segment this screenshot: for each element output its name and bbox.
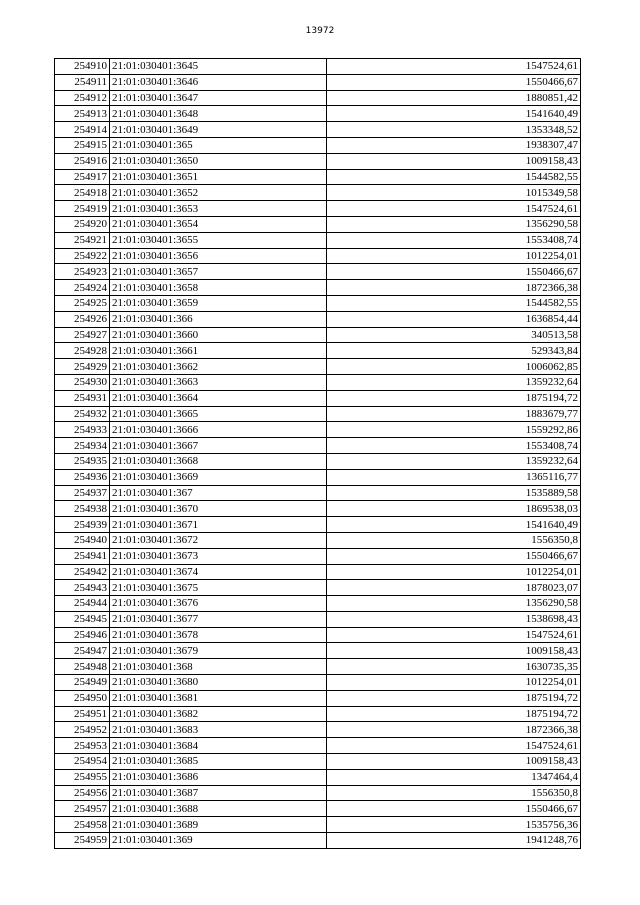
cadastral-number: 21:01:030401:3649 — [110, 122, 327, 138]
cadastral-value: 1550466,67 — [327, 264, 581, 280]
cadastral-number: 21:01:030401:3669 — [110, 469, 327, 485]
cadastral-value: 1550466,67 — [327, 801, 581, 817]
cadastral-number: 21:01:030401:3673 — [110, 548, 327, 564]
row-number: 254917 — [55, 169, 110, 185]
cadastral-number: 21:01:030401:3665 — [110, 406, 327, 422]
cadastral-value-table — [54, 58, 581, 849]
table-row — [55, 532, 581, 548]
cadastral-number: 21:01:030401:3681 — [110, 690, 327, 706]
cadastral-value: 1356290,58 — [327, 596, 581, 612]
table-row — [55, 596, 581, 612]
table-row — [55, 627, 581, 643]
row-number: 254938 — [55, 501, 110, 517]
cadastral-number: 21:01:030401:3677 — [110, 611, 327, 627]
row-number: 254940 — [55, 532, 110, 548]
row-number: 254910 — [55, 59, 110, 75]
cadastral-value: 1872366,38 — [327, 280, 581, 296]
row-number: 254912 — [55, 90, 110, 106]
cadastral-number: 21:01:030401:3671 — [110, 517, 327, 533]
cadastral-number: 21:01:030401:3645 — [110, 59, 327, 75]
table-row — [55, 738, 581, 754]
cadastral-number: 21:01:030401:3666 — [110, 422, 327, 438]
table-row — [55, 374, 581, 390]
cadastral-number: 21:01:030401:3684 — [110, 738, 327, 754]
table-row — [55, 438, 581, 454]
cadastral-value: 1009158,43 — [327, 153, 581, 169]
table-row — [55, 343, 581, 359]
row-number: 254915 — [55, 137, 110, 153]
cadastral-number: 21:01:030401:3664 — [110, 390, 327, 406]
table-row — [55, 659, 581, 675]
cadastral-number: 21:01:030401:3648 — [110, 106, 327, 122]
row-number: 254958 — [55, 817, 110, 833]
row-number: 254956 — [55, 785, 110, 801]
row-number: 254937 — [55, 485, 110, 501]
table-row — [55, 722, 581, 738]
cadastral-value: 1636854,44 — [327, 311, 581, 327]
cadastral-value: 1009158,43 — [327, 754, 581, 770]
row-number: 254947 — [55, 643, 110, 659]
row-number: 254934 — [55, 438, 110, 454]
cadastral-value: 1544582,55 — [327, 295, 581, 311]
table-row — [55, 74, 581, 90]
cadastral-value: 1938307,47 — [327, 137, 581, 153]
cadastral-value: 1550466,67 — [327, 74, 581, 90]
row-number: 254935 — [55, 453, 110, 469]
row-number: 254949 — [55, 675, 110, 691]
row-number: 254921 — [55, 232, 110, 248]
cadastral-value: 529343,84 — [327, 343, 581, 359]
table-row — [55, 690, 581, 706]
row-number: 254957 — [55, 801, 110, 817]
table-row — [55, 327, 581, 343]
cadastral-value: 1012254,01 — [327, 248, 581, 264]
cadastral-number: 21:01:030401:365 — [110, 137, 327, 153]
table-row — [55, 817, 581, 833]
table-row — [55, 406, 581, 422]
cadastral-value: 1880851,42 — [327, 90, 581, 106]
cadastral-number: 21:01:030401:3653 — [110, 201, 327, 217]
row-number: 254959 — [55, 833, 110, 849]
table-row — [55, 295, 581, 311]
table-row — [55, 675, 581, 691]
cadastral-number: 21:01:030401:3670 — [110, 501, 327, 517]
table-row — [55, 580, 581, 596]
cadastral-number: 21:01:030401:3658 — [110, 280, 327, 296]
cadastral-value: 1559292,86 — [327, 422, 581, 438]
cadastral-number: 21:01:030401:3668 — [110, 453, 327, 469]
cadastral-number: 21:01:030401:367 — [110, 485, 327, 501]
cadastral-value: 1875194,72 — [327, 706, 581, 722]
row-number: 254945 — [55, 611, 110, 627]
row-number: 254930 — [55, 374, 110, 390]
row-number: 254954 — [55, 754, 110, 770]
row-number: 254928 — [55, 343, 110, 359]
table-row — [55, 833, 581, 849]
cadastral-number: 21:01:030401:3655 — [110, 232, 327, 248]
cadastral-value: 1012254,01 — [327, 564, 581, 580]
cadastral-value: 1556350,8 — [327, 785, 581, 801]
cadastral-value: 1541640,49 — [327, 106, 581, 122]
cadastral-value: 1009158,43 — [327, 643, 581, 659]
row-number: 254913 — [55, 106, 110, 122]
cadastral-number: 21:01:030401:3646 — [110, 74, 327, 90]
table-row — [55, 59, 581, 75]
row-number: 254950 — [55, 690, 110, 706]
cadastral-value: 1359232,64 — [327, 453, 581, 469]
cadastral-number: 21:01:030401:3679 — [110, 643, 327, 659]
table-row — [55, 106, 581, 122]
cadastral-number: 21:01:030401:3686 — [110, 769, 327, 785]
table-row — [55, 390, 581, 406]
cadastral-number: 21:01:030401:3675 — [110, 580, 327, 596]
row-number: 254924 — [55, 280, 110, 296]
table-body — [55, 59, 581, 849]
row-number: 254919 — [55, 201, 110, 217]
table-row — [55, 232, 581, 248]
row-number: 254925 — [55, 295, 110, 311]
cadastral-number: 21:01:030401:3667 — [110, 438, 327, 454]
cadastral-number: 21:01:030401:3687 — [110, 785, 327, 801]
row-number: 254922 — [55, 248, 110, 264]
cadastral-value: 1544582,55 — [327, 169, 581, 185]
row-number: 254952 — [55, 722, 110, 738]
cadastral-value: 1941248,76 — [327, 833, 581, 849]
row-number: 254943 — [55, 580, 110, 596]
cadastral-value: 1547524,61 — [327, 59, 581, 75]
cadastral-value: 1630735,35 — [327, 659, 581, 675]
cadastral-number: 21:01:030401:3674 — [110, 564, 327, 580]
table-row — [55, 801, 581, 817]
cadastral-number: 21:01:030401:3689 — [110, 817, 327, 833]
cadastral-number: 21:01:030401:366 — [110, 311, 327, 327]
table-row — [55, 501, 581, 517]
cadastral-value: 1535756,36 — [327, 817, 581, 833]
table-row — [55, 422, 581, 438]
cadastral-value: 1538698,43 — [327, 611, 581, 627]
cadastral-number: 21:01:030401:3682 — [110, 706, 327, 722]
row-number: 254920 — [55, 216, 110, 232]
cadastral-number: 21:01:030401:3656 — [110, 248, 327, 264]
row-number: 254946 — [55, 627, 110, 643]
table-row — [55, 485, 581, 501]
cadastral-number: 21:01:030401:3657 — [110, 264, 327, 280]
table-row — [55, 280, 581, 296]
cadastral-value: 1359232,64 — [327, 374, 581, 390]
row-number: 254914 — [55, 122, 110, 138]
cadastral-number: 21:01:030401:3662 — [110, 359, 327, 375]
cadastral-number: 21:01:030401:3659 — [110, 295, 327, 311]
row-number: 254931 — [55, 390, 110, 406]
cadastral-number: 21:01:030401:3672 — [110, 532, 327, 548]
row-number: 254944 — [55, 596, 110, 612]
table-row — [55, 785, 581, 801]
row-number: 254923 — [55, 264, 110, 280]
table-row — [55, 706, 581, 722]
cadastral-number: 21:01:030401:3680 — [110, 675, 327, 691]
cadastral-value: 1356290,58 — [327, 216, 581, 232]
table-row — [55, 611, 581, 627]
row-number: 254929 — [55, 359, 110, 375]
cadastral-number: 21:01:030401:3685 — [110, 754, 327, 770]
cadastral-value: 1553408,74 — [327, 232, 581, 248]
row-number: 254955 — [55, 769, 110, 785]
row-number: 254951 — [55, 706, 110, 722]
cadastral-number: 21:01:030401:3661 — [110, 343, 327, 359]
cadastral-value: 1365116,77 — [327, 469, 581, 485]
row-number: 254916 — [55, 153, 110, 169]
table-row — [55, 548, 581, 564]
table-row — [55, 469, 581, 485]
row-number: 254942 — [55, 564, 110, 580]
cadastral-value: 1878023,07 — [327, 580, 581, 596]
row-number: 254939 — [55, 517, 110, 533]
row-number: 254936 — [55, 469, 110, 485]
table-row — [55, 137, 581, 153]
table-row — [55, 248, 581, 264]
row-number: 254933 — [55, 422, 110, 438]
cadastral-value: 1869538,03 — [327, 501, 581, 517]
table-row — [55, 201, 581, 217]
table-row — [55, 169, 581, 185]
page-number: 13972 — [305, 26, 335, 36]
row-number: 254932 — [55, 406, 110, 422]
cadastral-value: 1875194,72 — [327, 390, 581, 406]
table-row — [55, 517, 581, 533]
table-row — [55, 754, 581, 770]
table-row — [55, 185, 581, 201]
table-row — [55, 311, 581, 327]
table-row — [55, 564, 581, 580]
cadastral-value: 340513,58 — [327, 327, 581, 343]
cadastral-number: 21:01:030401:3683 — [110, 722, 327, 738]
table-row — [55, 643, 581, 659]
cadastral-value: 1547524,61 — [327, 738, 581, 754]
table-row — [55, 453, 581, 469]
cadastral-value: 1012254,01 — [327, 675, 581, 691]
row-number: 254918 — [55, 185, 110, 201]
cadastral-value: 1541640,49 — [327, 517, 581, 533]
row-number: 254941 — [55, 548, 110, 564]
table-row — [55, 264, 581, 280]
cadastral-number: 21:01:030401:3650 — [110, 153, 327, 169]
cadastral-number: 21:01:030401:3688 — [110, 801, 327, 817]
cadastral-number: 21:01:030401:3663 — [110, 374, 327, 390]
cadastral-value: 1556350,8 — [327, 532, 581, 548]
table-row — [55, 90, 581, 106]
cadastral-number: 21:01:030401:3647 — [110, 90, 327, 106]
cadastral-number: 21:01:030401:3652 — [110, 185, 327, 201]
cadastral-value: 1015349,58 — [327, 185, 581, 201]
row-number: 254948 — [55, 659, 110, 675]
cadastral-number: 21:01:030401:3676 — [110, 596, 327, 612]
table-row — [55, 122, 581, 138]
table-row — [55, 359, 581, 375]
cadastral-value: 1883679,77 — [327, 406, 581, 422]
cadastral-value: 1875194,72 — [327, 690, 581, 706]
row-number: 254926 — [55, 311, 110, 327]
row-number: 254911 — [55, 74, 110, 90]
cadastral-number: 21:01:030401:3660 — [110, 327, 327, 343]
cadastral-value: 1006062,85 — [327, 359, 581, 375]
cadastral-value: 1535889,58 — [327, 485, 581, 501]
table-row — [55, 153, 581, 169]
cadastral-value: 1550466,67 — [327, 548, 581, 564]
cadastral-number: 21:01:030401:3654 — [110, 216, 327, 232]
row-number: 254927 — [55, 327, 110, 343]
cadastral-value: 1347464,4 — [327, 769, 581, 785]
cadastral-value: 1553408,74 — [327, 438, 581, 454]
cadastral-number: 21:01:030401:3651 — [110, 169, 327, 185]
cadastral-value: 1547524,61 — [327, 627, 581, 643]
table-row — [55, 769, 581, 785]
table-row — [55, 216, 581, 232]
cadastral-value: 1353348,52 — [327, 122, 581, 138]
row-number: 254953 — [55, 738, 110, 754]
cadastral-number: 21:01:030401:368 — [110, 659, 327, 675]
cadastral-number: 21:01:030401:3678 — [110, 627, 327, 643]
cadastral-number: 21:01:030401:369 — [110, 833, 327, 849]
cadastral-value: 1872366,38 — [327, 722, 581, 738]
cadastral-value: 1547524,61 — [327, 201, 581, 217]
